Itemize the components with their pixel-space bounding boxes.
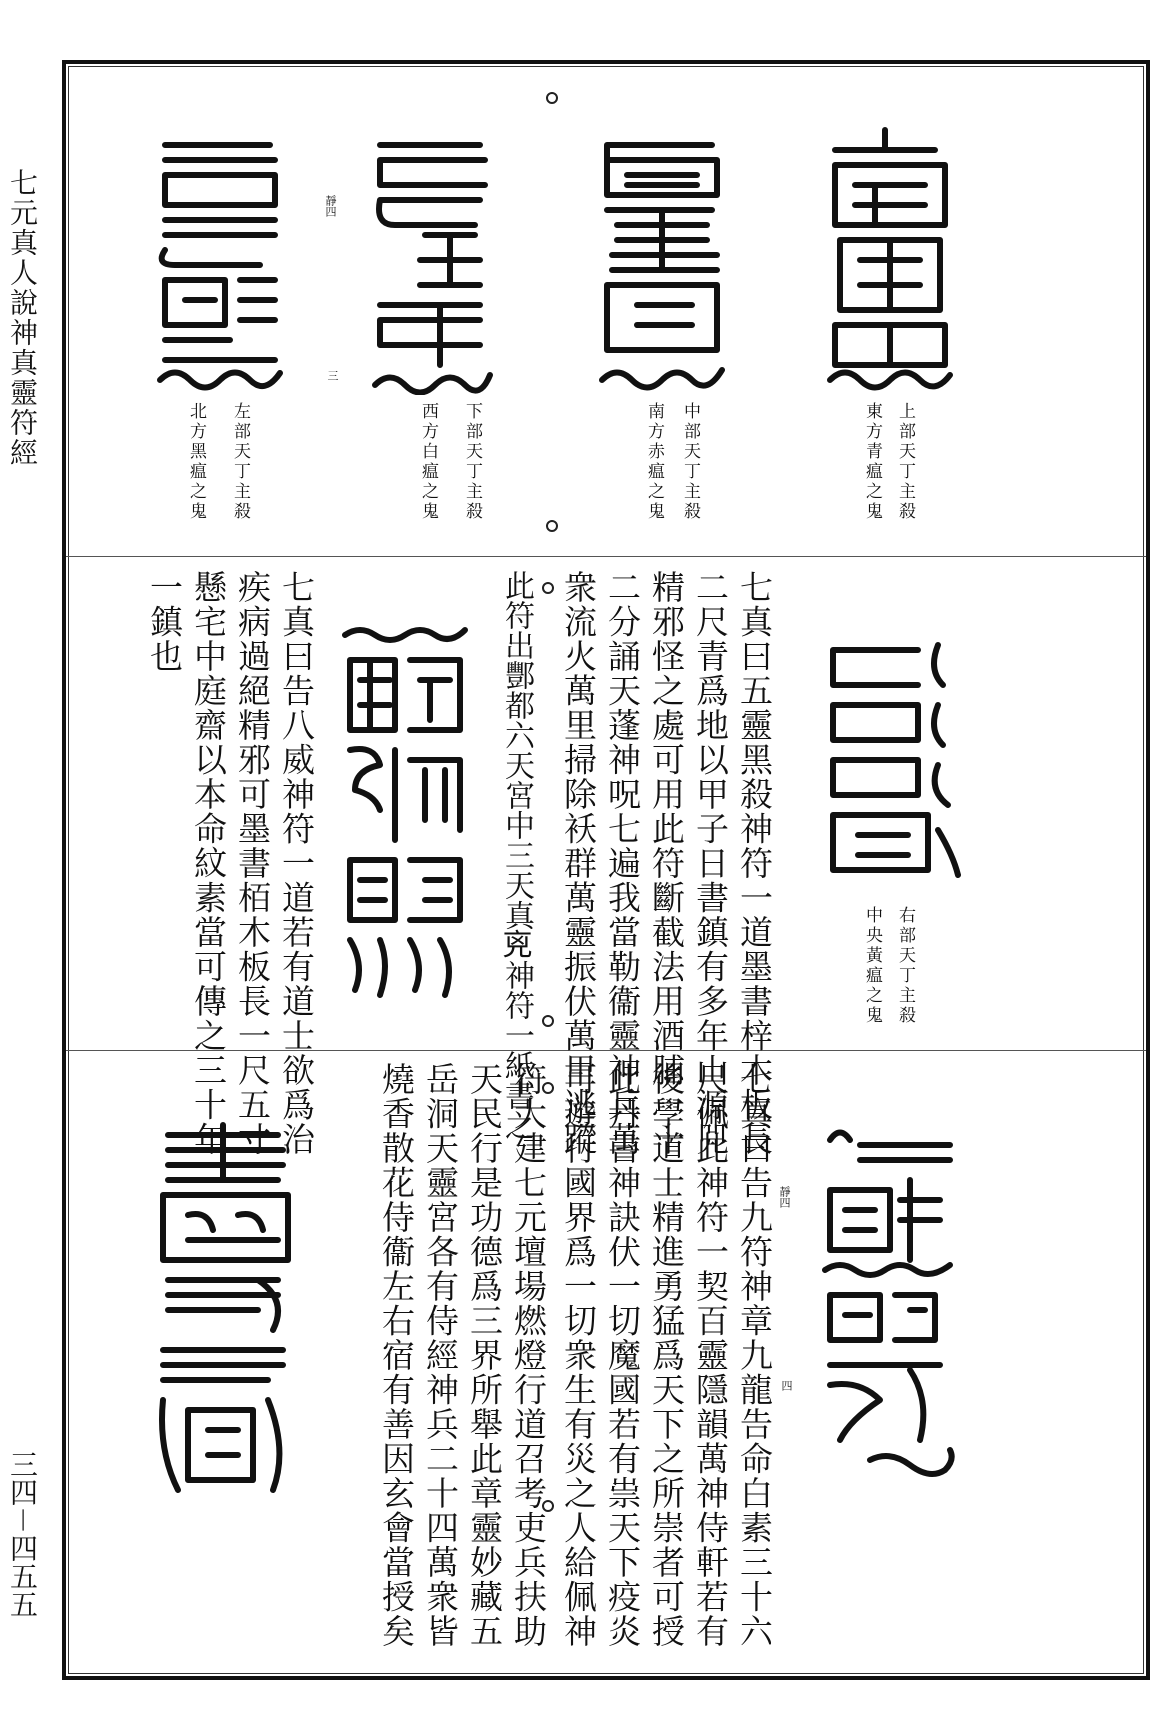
caption-5-line2: 中央黃瘟之鬼: [862, 906, 882, 1026]
talisman-south: [592, 125, 732, 395]
text-b-col-1: 七真曰告八威神符一道若有道士欲爲治: [277, 570, 316, 1157]
text-a-col-5: 衆流火萬里掃除袄群萬靈振伏萬里逃蹤: [559, 570, 598, 1157]
caption-3-line1: 下部天丁主殺: [462, 402, 482, 522]
text-c-col-4: 此丹書神訣伏一切魔國若有祟天下疫炎: [603, 1062, 642, 1649]
talisman-east: [815, 125, 965, 395]
talisman-center: [818, 630, 968, 890]
page-circle-mark: [542, 1015, 554, 1027]
page-circle-mark: [542, 582, 554, 594]
text-c-col-5: 可遊行國界爲一切衆生有災之人給佩神: [559, 1062, 598, 1649]
text-a-col-2: 二尺青爲地以甲子日書鎮有多年山源兕: [691, 570, 730, 1157]
text-a-col-4: 二分誦天蓬神呪七遍我當勒衞靈神兵萬: [603, 570, 642, 1157]
text-c-col-9: 燒香散花侍衞左右宿有善因玄會當授矣: [377, 1062, 416, 1649]
talisman-eight-awesome: [335, 620, 475, 1020]
talisman-final: [148, 1120, 298, 1520]
text-c-col-1: 七真曰告九符神章九龍告命白素三十六: [735, 1062, 774, 1649]
side-mark-lower-2: 四: [780, 1380, 793, 1391]
caption-5-line1: 右部天丁主殺: [895, 906, 915, 1026]
caption-4-line2: 北方黑瘟之鬼: [186, 402, 206, 522]
page-number: 三四－四五五: [6, 1450, 39, 1619]
text-a-col-1: 七真曰五靈黑殺神符一道墨書梓木板長: [735, 570, 774, 1157]
side-mark-upper: 靜四: [324, 195, 337, 217]
talisman-nine-dragons: [810, 1120, 970, 1520]
caption-1-line2: 東方青瘟之鬼: [862, 402, 882, 522]
text-b-col-4: 一鎮也: [145, 570, 184, 674]
caption-1-line1: 上部天丁主殺: [895, 402, 915, 522]
caption-2-line2: 南方赤瘟之鬼: [644, 402, 664, 522]
side-mark-upper-2: 靜四: [778, 1186, 791, 1208]
text-c-col-8: 岳洞天靈宮各有侍經神兵二十四萬衆皆: [421, 1062, 460, 1649]
text-c-col-6: 符大建七元壇場燃燈行道召考吏兵扶助: [509, 1062, 548, 1649]
text-b-col-3: 懸宅中庭齋以本命紋素當可傳之三十年: [189, 570, 228, 1157]
caption-4-line1: 左部天丁主殺: [230, 402, 250, 522]
side-mark-lower: 三: [326, 370, 339, 381]
text-b-col-2: 疾病過絕精邪可墨書栢木板長一尺五寸: [233, 570, 272, 1157]
text-a-col-3: 精邪怪之處可用此符斷截法用酒脯一十: [647, 570, 686, 1157]
text-c-col-7: 天民行是功德爲三界所舉此章靈妙藏五: [465, 1062, 504, 1649]
panel-divider-top: [66, 556, 1146, 557]
talisman-north: [150, 125, 290, 395]
page-circle-mark: [546, 520, 558, 532]
caption-2-line1: 中部天丁主殺: [680, 402, 700, 522]
text-c-col-2: 尺佩此神符一契百靈隱韻萬神侍軒若有: [691, 1062, 730, 1649]
book-title: 七元真人說神真靈符經: [6, 168, 39, 468]
talisman-west: [365, 125, 495, 395]
text-c-col-3: 後學道士精進勇猛爲天下之所崇者可授: [647, 1062, 686, 1649]
page-circle-mark: [546, 92, 558, 104]
text-a-col-6: 此符出酆都六天宮中三天真𠒋神符一紙書之: [499, 570, 534, 1140]
caption-3-line2: 西方白瘟之鬼: [418, 402, 438, 522]
